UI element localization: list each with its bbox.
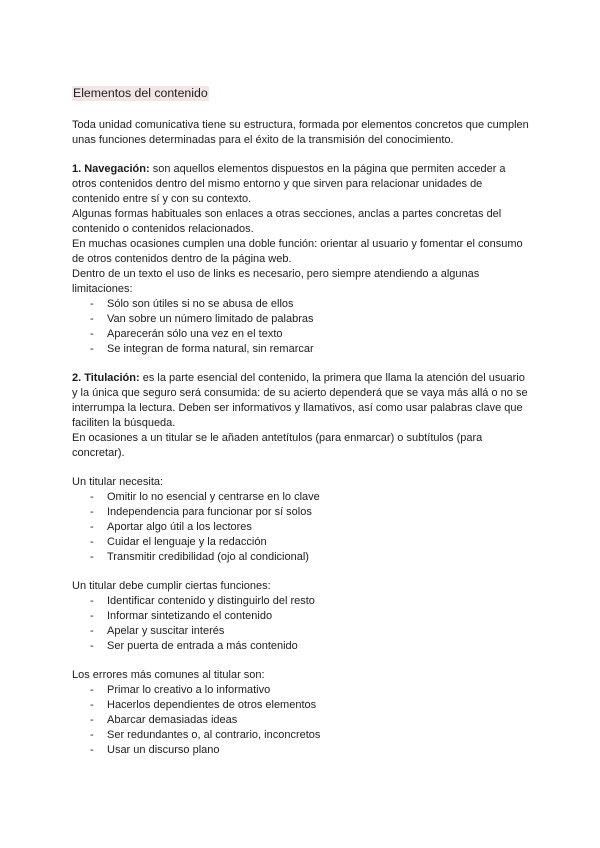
titulacion-text: es la parte esencial del contenido, la primera que llama la atención del usuario y la única que seguro será consumida: de su acierto dependerá que se vaya más allá o no se interrumpa la lectura. Deben ser informativos y llamativos, así como usar palabras clave que faciliten la búsqueda. — [72, 372, 528, 429]
navigation-paragraph-4: Dentro de un texto el uso de links es necesario, pero siempre atendiendo a algunas limitaciones: — [72, 268, 480, 295]
navigation-list — [72, 297, 532, 357]
list-item: - Cuidar el lenguaje y la redacción — [90, 536, 267, 548]
list-item: - Aportar algo útil a los lectores — [90, 521, 252, 533]
titulacion-paragraph — [72, 371, 532, 431]
list-item: - Usar un discurso plano — [90, 744, 220, 756]
list-item: - Ser redundantes o, al contrario, inconcretos — [90, 729, 321, 741]
navigation-heading: 1. Navegación: — [72, 163, 150, 175]
list-item: - Abarcar demasiadas ideas — [90, 714, 238, 726]
list-item: - Omitir lo no esencial y centrarse en lo clave — [90, 491, 320, 503]
list-item: - Independencia para funcionar por sí solos — [90, 506, 312, 518]
titulacion-paragraph-2: En ocasiones a un titular se le añaden antetítulos (para enmarcar) o subtítulos (para concretar). — [72, 432, 483, 459]
errores-list — [72, 683, 532, 758]
funciones-label: Un titular debe cumplir ciertas funciones: — [72, 580, 271, 592]
funciones-list — [72, 594, 532, 654]
list-item: - Primar lo creativo a lo informativo — [90, 684, 271, 696]
navigation-text: son aquellos elementos dispuestos en la página que permiten acceder a otros contenidos dentro del mismo entorno y que sirven para relacionar unidades de contenido entre sí y con su contexto. — [72, 163, 506, 205]
navigation-paragraph — [72, 162, 532, 207]
titulacion-heading: 2. Titulación: — [72, 372, 140, 384]
navigation-paragraph-2: Algunas formas habituales son enlaces a otras secciones, anclas a partes concretas del contenido o contenidos relacionados. — [72, 208, 502, 235]
list-item: - Transmitir credibilidad (ojo al condicional) — [90, 551, 309, 563]
list-item: - Informar sintetizando el contenido — [90, 610, 273, 622]
list-item: - Aparecerán sólo una vez en el texto — [90, 328, 283, 340]
list-item: - Van sobre un número limitado de palabras — [90, 313, 314, 325]
errores-label: Los errores más comunes al titular son: — [72, 669, 265, 681]
list-item: - Identificar contenido y distinguirlo del resto — [90, 595, 315, 607]
document-page — [72, 86, 532, 758]
list-item: - Apelar y suscitar interés — [90, 625, 225, 637]
necesita-list — [72, 490, 532, 565]
list-item: - Hacerlos dependientes de otros elementos — [90, 699, 317, 711]
list-item: - Se integran de forma natural, sin remarcar — [90, 343, 314, 355]
navigation-paragraph-3: En muchas ocasiones cumplen una doble función: orientar al usuario y fomentar el consumo de otros contenidos dentro de la página web. — [72, 238, 523, 265]
document-title: Elementos del contenido — [73, 86, 208, 100]
intro-paragraph: Toda unidad comunicativa tiene su estructura, formada por elementos concretos que cumplen unas funciones determinadas para el éxito de la transmisión del conocimiento. — [72, 119, 529, 146]
necesita-label: Un titular necesita: — [72, 476, 164, 488]
list-item: - Sólo son útiles si no se abusa de ellos — [90, 298, 294, 310]
list-item: - Ser puerta de entrada a más contenido — [90, 640, 298, 652]
